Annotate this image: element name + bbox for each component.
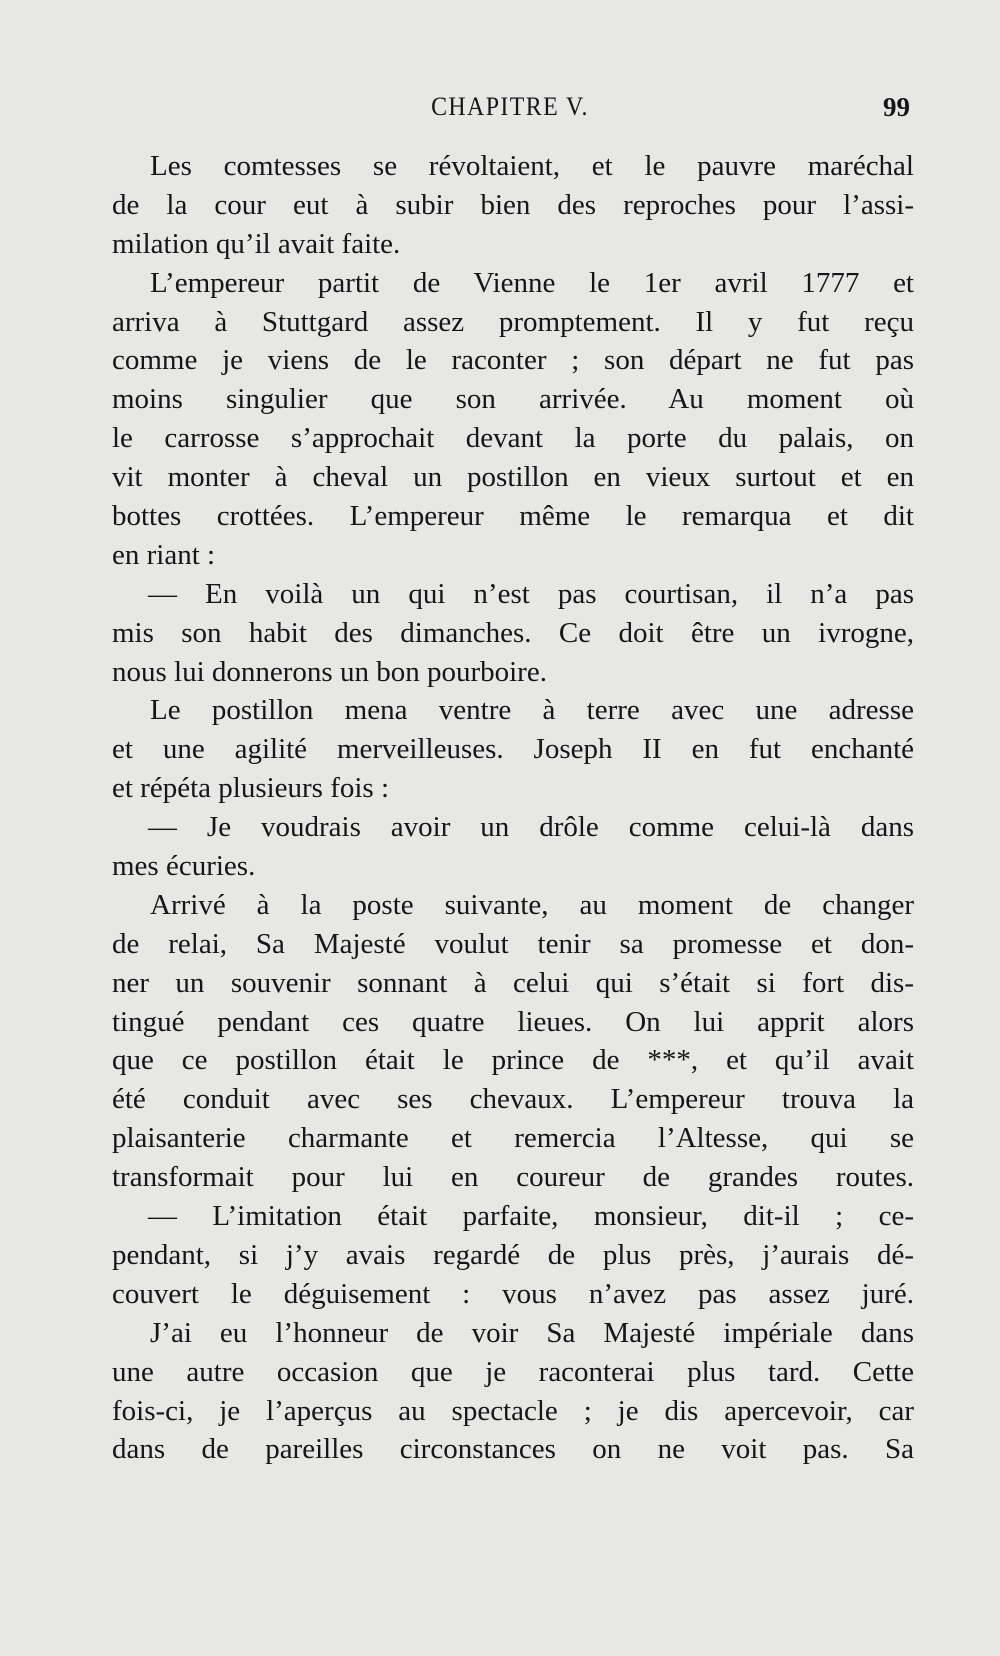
text-line: moins singulier que son arrivée. Au moment où — [112, 383, 914, 416]
text-line: Arrivé à la poste suivante, au moment de changer — [150, 888, 914, 921]
text-line: tingué pendant ces quatre lieues. On lui apprit alors — [112, 1005, 914, 1038]
text-line: Les comtesses se révoltaient, et le pauvre maréchal — [150, 150, 914, 182]
text-line: — En voilà un qui n’est pas courtisan, il n’a pas — [148, 577, 914, 610]
text-line: arriva à Stuttgard assez promptement. Il y fut reçu — [112, 305, 914, 338]
text-line: transformait pour lui en coureur de grandes routes. — [112, 1161, 914, 1194]
text-line: ner un souvenir sonnant à celui qui s’était si fort dis- — [112, 966, 914, 999]
text-line: et une agilité merveilleuses. Joseph II en fut enchanté — [112, 733, 914, 766]
text-line: plaisanterie charmante et remercia l’Altesse, qui se — [112, 1122, 914, 1155]
text-line: que ce postillon était le prince de ***, et qu’il avait — [112, 1044, 914, 1077]
text-line: milation qu’il avait faite. — [112, 227, 401, 260]
body-text — [112, 147, 914, 1469]
text-line: été conduit avec ses chevaux. L’empereur trouva la — [112, 1083, 914, 1116]
text-line: couvert le déguisement : vous n’avez pas assez juré. — [112, 1277, 914, 1310]
text-line: J’ai eu l’honneur de voir Sa Majesté impériale dans — [150, 1316, 914, 1349]
text-line: de la cour eut à subir bien des reproches pour l’assi- — [112, 188, 914, 221]
page-number: 99 — [883, 92, 910, 122]
text-line: une autre occasion que je raconterai plus tard. Cette — [112, 1355, 914, 1388]
text-line: fois-ci, je l’aperçus au spectacle ; je dis apercevoir, car — [112, 1394, 914, 1427]
text-line: comme je viens de le raconter ; son départ ne fut pas — [112, 344, 914, 377]
chapter-title: CHAPITRE V. — [431, 92, 589, 121]
text-line: nous lui donnerons un bon pourboire. — [112, 655, 547, 688]
text-line: vit monter à cheval un postillon en vieux surtout et en — [112, 461, 914, 494]
text-line: pendant, si j’y avais regardé de plus près, j’aurais dé- — [112, 1238, 914, 1271]
text-line: le carrosse s’approchait devant la porte du palais, on — [112, 422, 914, 455]
text-line: bottes crottées. L’empereur même le remarqua et dit — [112, 500, 914, 533]
text-line: — L’imitation était parfaite, monsieur, dit-il ; ce- — [148, 1200, 914, 1233]
text-line: Le postillon mena ventre à terre avec une adresse — [150, 694, 914, 727]
text-line: en riant : — [112, 538, 216, 571]
text-line: L’empereur partit de Vienne le 1er avril 1777 et — [150, 266, 914, 299]
text-line: mes écuries. — [112, 850, 256, 883]
text-line: — Je voudrais avoir un drôle comme celui-là dans — [148, 811, 914, 844]
running-head — [110, 92, 910, 132]
text-line: et répéta plusieurs fois : — [112, 772, 390, 805]
text-line: dans de pareilles circonstances on ne voit pas. Sa — [112, 1433, 914, 1466]
text-line: mis son habit des dimanches. Ce doit être un ivrogne, — [112, 616, 914, 649]
text-line: de relai, Sa Majesté voulut tenir sa promesse et don- — [112, 927, 914, 960]
